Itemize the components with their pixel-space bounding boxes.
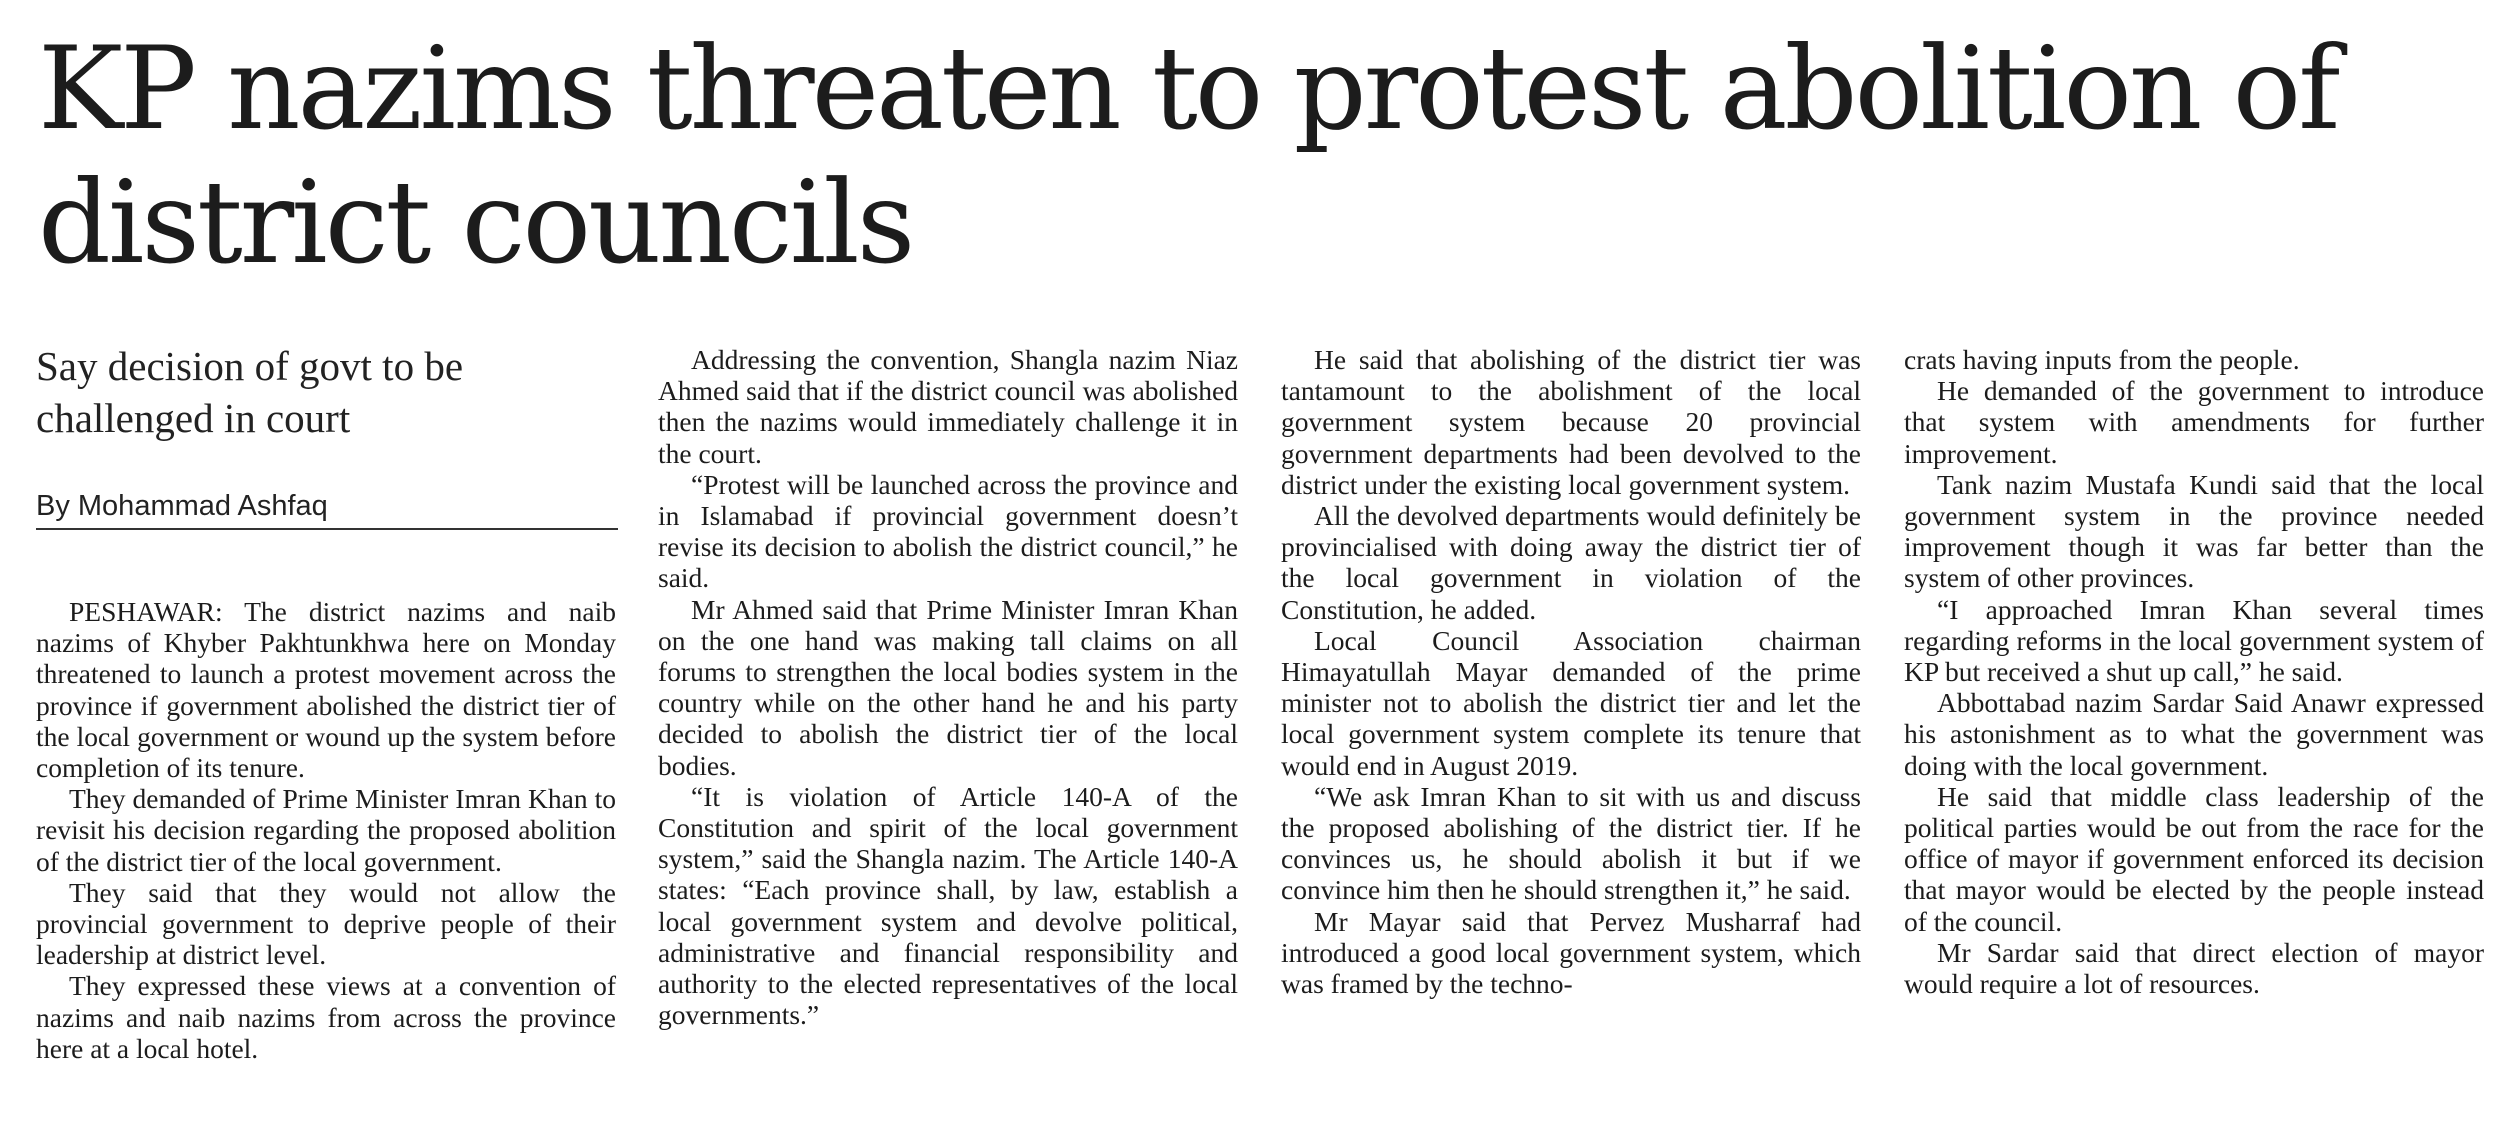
paragraph: He said that middle class leadership of the political parties would be out from the race for the office of mayor if government enforced its decision that mayor would be elected by the people instead of the council. [1904, 780, 2484, 937]
paragraph: Addressing the convention, Shangla nazim Niaz Ahmed said that if the district council was abolished then the nazims would immediately challenge it in the court. [658, 344, 1238, 469]
paragraph: He said that abolishing of the district tier was tantamount to the abolishment of the local government system because 20 provincial government departments had been devolved to the district under the existing local government system. [1281, 344, 1861, 500]
paragraph: All the devolved departments would definitely be provincialised with doing away the district tier of the local government in violation of the Constitution, he added. [1281, 500, 1861, 625]
paragraph: They expressed these views at a convention of nazims and naib nazims from across the province here at a local hotel. [36, 970, 616, 1064]
article-column-1 [36, 596, 616, 1064]
paragraph: Tank nazim Mustafa Kundi said that the local government system in the province needed improvement though it was far better than the system of other provinces. [1904, 468, 2484, 594]
paragraph: crats having inputs from the people. [1904, 344, 2300, 375]
paragraph: They said that they would not allow the provincial government to deprive people of their leadership at district level. [36, 876, 616, 971]
paragraph: “I approached Imran Khan several times regarding reforms in the local government system of KP but received a shut up call,” he said. [1904, 593, 2484, 688]
byline: By Mohammad Ashfaq [36, 490, 328, 522]
headline: KP nazims threaten to protest abolition of district councils [38, 22, 2338, 289]
article-column-3 [1281, 344, 1861, 999]
paragraph: Mr Sardar said that direct election of mayor would require a lot of resources. [1904, 936, 2484, 1000]
paragraph: “We ask Imran Khan to sit with us and discuss the proposed abolishing of the district tier. If he convinces us, he should abolish it but if we convince him then he should strengthen it,” he said. [1281, 780, 1861, 906]
byline-divider [36, 528, 618, 530]
paragraph: They demanded of Prime Minister Imran Khan to revisit his decision regarding the proposed abolition of the district tier of the local government. [36, 783, 616, 877]
paragraph: PESHAWAR: The district nazims and naib nazims of Khyber Pakhtunkhwa here on Monday threatened to launch a protest movement across the province if government abolished the district tier of the local government or wound up the system before completion of its tenure. [36, 596, 616, 784]
paragraph: Abbottabad nazim Sardar Said Anawr expressed his astonishment as to what the government was doing with the local government. [1904, 687, 2484, 781]
paragraph: Mr Ahmed said that Prime Minister Imran Khan on the one hand was making tall claims on all forums to strengthen the local bodies system in the country while on the other hand he and his party decided to abolish the district tier of the local bodies. [658, 593, 1238, 781]
paragraph: “Protest will be launched across the province and in Islamabad if provincial government doesn’t revise its decision to abolish the district council,” he said. [658, 468, 1238, 594]
paragraph: He demanded of the government to introduce that system with amendments for further improvement. [1904, 375, 2484, 469]
paragraph: “It is violation of Article 140-A of the Constitution and spirit of the local government system,” said the Shangla nazim. The Article 140-A states: “Each province shall, by law, establish a local government system and devolve political, administrative and financial responsibility and authority to the elected representatives of the local governments.” [658, 780, 1238, 1031]
article-column-2 [658, 344, 1238, 1030]
subheadline: Say decision of govt to be challenged in court [36, 343, 464, 441]
paragraph: Mr Mayar said that Pervez Musharraf had introduced a good local government system, which was framed by the techno- [1281, 905, 1861, 1000]
article-column-4 [1904, 344, 2484, 999]
paragraph: Local Council Association chairman Himayatullah Mayar demanded of the prime minister not to abolish the district tier and let the local government system complete its tenure that would end in August 2019. [1281, 624, 1861, 781]
